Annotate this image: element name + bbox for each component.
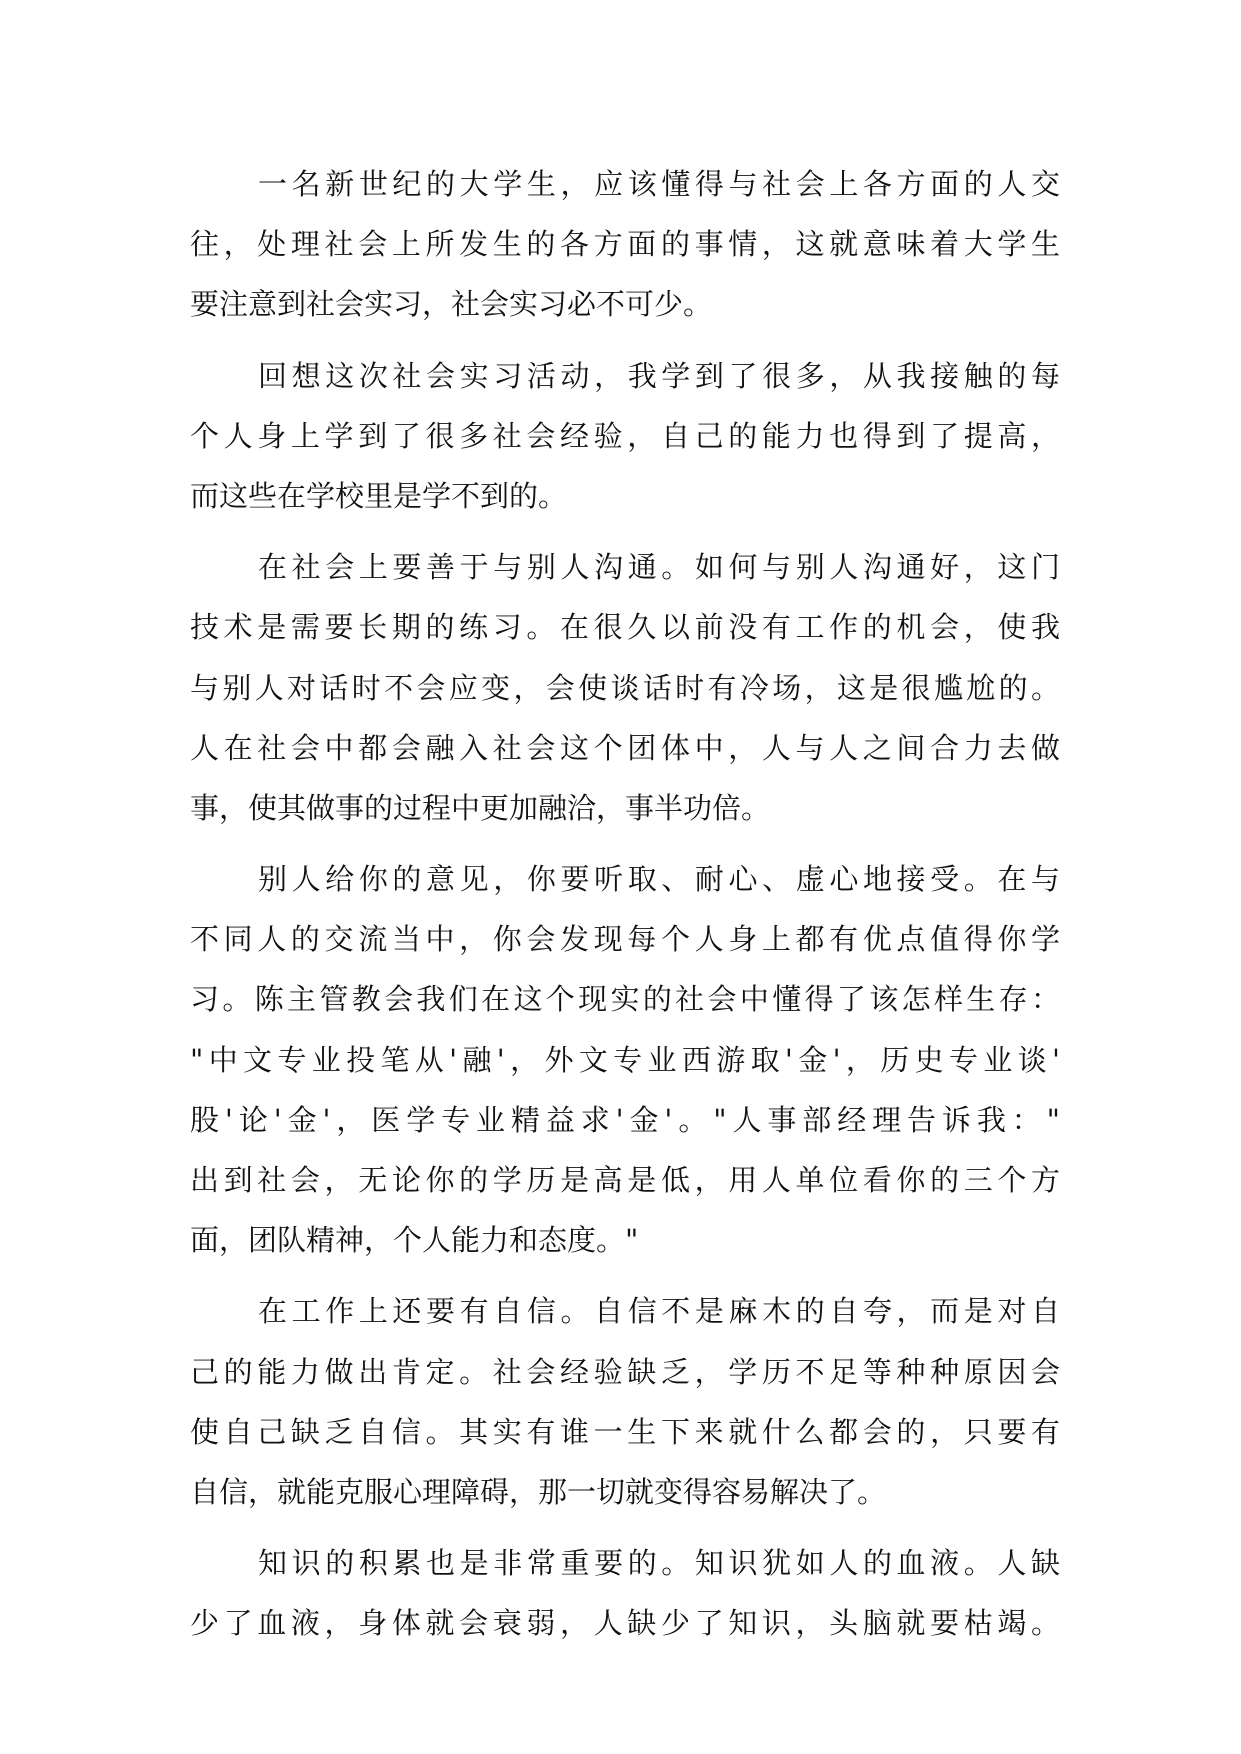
paragraph-line: 而这些在学校里是学不到的。 xyxy=(190,478,568,513)
paragraph-line: 一名新世纪的大学生，应该懂得与社会上各方面的人交 xyxy=(258,167,1060,201)
paragraph-line: 在社会上要善于与别人沟通。如何与别人沟通好，这门 xyxy=(258,550,1060,585)
paragraph-line: 回想这次社会实习活动，我学到了很多，从我接触的每 xyxy=(258,358,1060,393)
paragraph-1 xyxy=(190,154,1060,335)
paragraph-line: 往，处理社会上所发生的各方面的事情，这就意味着大学生 xyxy=(190,227,1060,262)
paragraph-line: 习。陈主管教会我们在这个现实的社会中懂得了该怎样生存： xyxy=(190,982,1060,1017)
paragraph-line: 出到社会，无论你的学历是高是低，用人单位看你的三个方 xyxy=(190,1163,1060,1197)
paragraph-line: 自信，就能克服心理障碍，那一切就变得容易解决了。 xyxy=(190,1474,887,1509)
paragraph-line: 人在社会中都会融入社会这个团体中，人与人之间合力去做 xyxy=(190,730,1060,765)
paragraph-line: 在工作上还要有自信。自信不是麻木的自夸，而是对自 xyxy=(258,1294,1060,1329)
paragraph-line: 不同人的交流当中，你会发现每个人身上都有优点值得你学 xyxy=(190,922,1060,957)
paragraph-line: 股'论'金'，医学专业精益求'金'。"人事部经理告诉我：" xyxy=(190,1102,1060,1137)
paragraph-4 xyxy=(190,849,1060,1270)
paragraph-line: 己的能力做出肯定。社会经验缺乏，学历不足等种种原因会 xyxy=(190,1354,1060,1389)
paragraph-line: 技术是需要长期的练习。在很久以前没有工作的机会，使我 xyxy=(190,610,1060,645)
paragraph-5 xyxy=(190,1281,1060,1522)
paragraph-line: 事，使其做事的过程中更加融洽，事半功倍。 xyxy=(190,790,771,825)
paragraph-6 xyxy=(190,1533,1060,1653)
paragraph-line: 知识的积累也是非常重要的。知识犹如人的血液。人缺 xyxy=(258,1546,1060,1581)
document-body xyxy=(190,154,1060,1654)
paragraph-line: 别人给你的意见，你要听取、耐心、虚心地接受。在与 xyxy=(258,862,1060,897)
paragraph-line: 面，团队精神，个人能力和态度。" xyxy=(190,1223,639,1258)
paragraph-2 xyxy=(190,346,1060,527)
paragraph-line: 要注意到社会实习，社会实习必不可少。 xyxy=(190,287,713,322)
paragraph-line: "中文专业投笔从'融'，外文专业西游取'金'，历史专业谈' xyxy=(190,1042,1060,1077)
paragraph-line: 使自己缺乏自信。其实有谁一生下来就什么都会的，只要有 xyxy=(190,1414,1060,1449)
paragraph-line: 个人身上学到了很多社会经验，自己的能力也得到了提高， xyxy=(190,418,1060,453)
paragraph-line: 少了血液，身体就会衰弱，人缺少了知识，头脑就要枯竭。 xyxy=(190,1606,1060,1641)
paragraph-line: 与别人对话时不会应变，会使谈话时有冷场，这是很尴尬的。 xyxy=(190,670,1060,705)
paragraph-3 xyxy=(190,537,1060,838)
